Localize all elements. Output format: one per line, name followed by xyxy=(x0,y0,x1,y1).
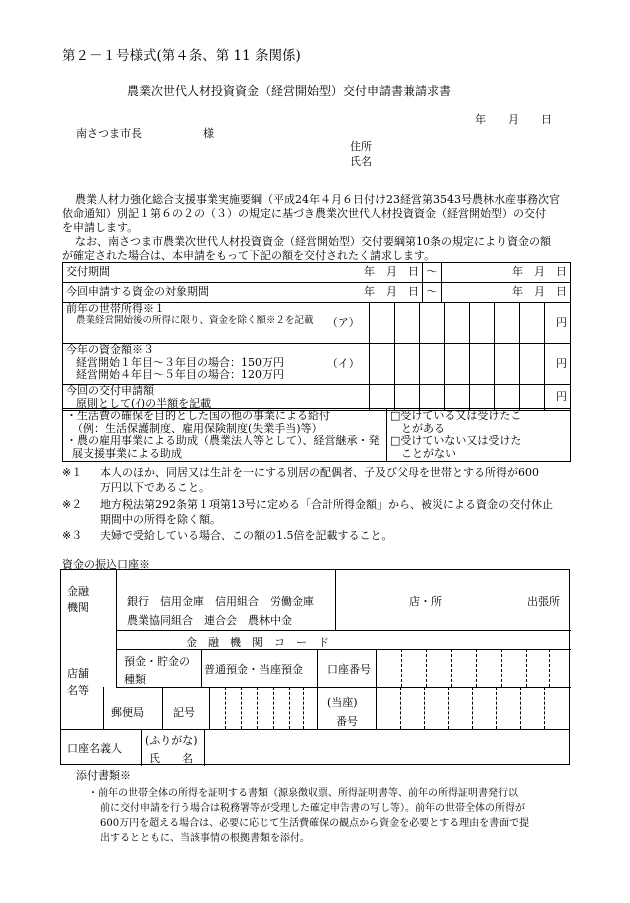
note-1-mark: ※１ xyxy=(62,466,83,479)
amount-label-cell xyxy=(63,344,318,385)
note-3-mark: ※３ xyxy=(62,529,83,542)
period-tilde: ～ xyxy=(423,263,442,283)
intro-p2-line1: なお、南さつま市農業次世代人材投資資金（経営開始型）交付要綱第10条の規定により資金の額 xyxy=(75,235,551,248)
bank-section-title: 資金の振込口座※ xyxy=(62,558,150,571)
institution-types-2[interactable]: 農業協同組合 連合会 農林中金 xyxy=(127,614,292,627)
intro-paragraph-2 xyxy=(62,235,582,263)
amount-table xyxy=(62,302,571,411)
addressee: 南さつま市長 xyxy=(76,127,142,140)
note-2-mark: ※２ xyxy=(62,498,83,511)
request-label-cell xyxy=(63,385,370,411)
institution-types-1[interactable]: 銀行 信用金庫 信用組合 労働金庫 xyxy=(127,595,314,608)
number-label: 番号 xyxy=(336,715,358,728)
intro-paragraph-1 xyxy=(62,193,582,235)
request-digit[interactable] xyxy=(520,385,545,411)
check-not-received[interactable] xyxy=(390,435,567,460)
period-start[interactable]: 年 月 日 xyxy=(325,263,423,283)
request-digit[interactable] xyxy=(395,385,420,411)
request-title: 今回の交付申請額 xyxy=(66,384,154,397)
amount-line-2: 経営開始４年目～５年目の場合：120万円 xyxy=(76,368,284,382)
income-digit[interactable] xyxy=(395,303,420,344)
form-number: 第２－１号様式(第４条、第 11 条関係) xyxy=(62,48,301,64)
intro-p1-line3: を申請します。 xyxy=(62,221,139,234)
deposit-types[interactable]: 普通預金・当座預金 xyxy=(204,663,303,676)
branch-label: 店・所 xyxy=(409,595,442,608)
income-label-cell xyxy=(63,303,318,344)
bank-table xyxy=(60,569,570,765)
amount-digit[interactable] xyxy=(370,344,395,385)
institution-code-label: 金 融 機 関 コ ー ド xyxy=(186,636,329,649)
amount-yen: 円 xyxy=(545,344,571,385)
attachments-line-2: 前に交付申請を行う場合は税務署等が受理した確定申告書の写し等）。前年の世帯全体の所得が xyxy=(100,803,525,814)
furigana-label: (ふりがな) xyxy=(145,734,198,747)
honorific: 様 xyxy=(203,127,214,140)
document-title: 農業次世代人材投資資金（経営開始型）交付申請書兼請求書 xyxy=(127,84,452,98)
income-digit[interactable] xyxy=(495,303,520,344)
income-digit[interactable] xyxy=(445,303,470,344)
kinyu-label: 金融 xyxy=(67,585,89,598)
current-account-label: (当座) xyxy=(327,696,358,709)
name-etc-label: 名等 xyxy=(67,684,89,697)
other-line-2: （例：生活保護制度、雇用保険制度(失業手当)等） xyxy=(72,421,323,435)
amount-title: 今年の資金額※３ xyxy=(66,343,154,356)
deposit-kind-line-2: 種類 xyxy=(124,673,146,686)
address-label: 住所 xyxy=(350,140,372,153)
note-3-line-1: 夫婦で受給している場合、この額の1.5倍を記載すること。 xyxy=(100,529,393,542)
amount-digit[interactable] xyxy=(420,344,445,385)
note-1-line-1: 本人のほか、同居又は生計を一にする別居の配偶者、子及び父母を世帯とする所得が600 xyxy=(100,466,539,479)
income-title: 前年の世帯所得※１ xyxy=(66,302,165,315)
income-digit[interactable] xyxy=(370,303,395,344)
amount-digit[interactable] xyxy=(470,344,495,385)
attachments-title: 添付書類※ xyxy=(76,769,131,782)
income-sub: 農業経営開始後の所得に限り、資金を除く額※２を記載 xyxy=(76,314,314,326)
intro-p1-line1: 農業人材力強化総合支援事業実施要綱（平成24年４月６日付け23経営第3543号農林水産事務次官 xyxy=(75,193,560,206)
intro-p2-line2: が確定された場合は、本申請をもって下記の額を交付されたく請求します。 xyxy=(62,249,436,262)
request-digit[interactable] xyxy=(470,385,495,411)
check-received-line-1: □受けている又は受けたこ xyxy=(390,409,522,422)
post-office-label: 郵便局 xyxy=(111,706,144,719)
holder-label: 口座名義人 xyxy=(67,742,122,755)
attachments-line-1: ・前年の世帯全体の所得を証明する書類（源泉徴収票、所得証明書等、前年の所得証明書発行以 xyxy=(88,788,518,799)
period-end[interactable]: 年 月 日 xyxy=(442,263,571,283)
amount-line-1: 経営開始１年目～３年目の場合：150万円 xyxy=(76,355,284,369)
office-label: 出張所 xyxy=(527,595,560,608)
holder-name-label: 氏 名 xyxy=(149,752,193,765)
other-line-1: ・生活費の確保を目的とした国の他の事業による給付 xyxy=(66,409,330,422)
attachments-line-3: 600万円を超える場合は、必要に応じて生活費確保の観点から資金を必要とする理由を書面で提 xyxy=(100,818,530,829)
other-benefits-checks xyxy=(387,409,571,462)
request-digit[interactable] xyxy=(445,385,470,411)
attachments-line-4: 出するとともに、当該事情の根拠書類を添付。 xyxy=(100,833,310,844)
account-number-label: 口座番号 xyxy=(327,663,371,676)
intro-p1-line2: 依命通知）別記１第６の２の（３）の規定に基づき農業次世代人材投資資金（経営開始型）の交付 xyxy=(62,207,546,220)
request-yen: 円 xyxy=(545,385,571,411)
amount-digit[interactable] xyxy=(445,344,470,385)
deposit-kind-line-1: 預金・貯金の xyxy=(124,655,190,668)
note-2-line-2: 期間中の所得を除く額。 xyxy=(100,513,221,526)
amount-digit[interactable] xyxy=(495,344,520,385)
check-not-received-line-2: ことがない xyxy=(401,446,456,460)
check-not-received-line-1: □受けていない又は受けた xyxy=(390,434,522,448)
other-benefits-text xyxy=(63,409,387,462)
date-line: 年 月 日 xyxy=(475,113,552,126)
store-label: 店舗 xyxy=(67,667,89,680)
target-start[interactable]: 年 月 日 xyxy=(325,283,423,303)
other-line-4: 展支援事業による助成 xyxy=(72,446,182,460)
period-label: 交付期間 xyxy=(63,263,325,283)
target-period-label: 今回申請する資金の対象期間 xyxy=(63,283,325,303)
name-label: 氏名 xyxy=(350,155,372,168)
check-received[interactable] xyxy=(390,410,567,435)
other-line-3: ・農の雇用事業による助成（農業法人等として）、経営継承・発 xyxy=(66,434,380,448)
income-digit[interactable] xyxy=(520,303,545,344)
target-tilde: ～ xyxy=(423,283,442,303)
income-digit[interactable] xyxy=(470,303,495,344)
note-1-line-2: 万円以下であること。 xyxy=(100,481,210,494)
income-digit[interactable] xyxy=(420,303,445,344)
amount-digit[interactable] xyxy=(395,344,420,385)
mark-i: （イ） xyxy=(318,344,370,385)
amount-digit[interactable] xyxy=(520,344,545,385)
kikan-label: 機関 xyxy=(67,601,89,614)
application-table xyxy=(62,262,571,303)
target-end[interactable]: 年 月 日 xyxy=(442,283,571,303)
mark-a: （ア） xyxy=(318,303,370,344)
request-digit[interactable] xyxy=(370,385,395,411)
other-benefits-table xyxy=(62,408,571,462)
income-yen: 円 xyxy=(545,303,571,344)
symbol-label: 記号 xyxy=(173,706,195,719)
request-sub: 原則として(ｲ)の半額を記載 xyxy=(76,396,212,410)
note-2-line-1: 地方税法第292条第１項第13号に定める「合計所得金額」から、被災による資金の交付休止 xyxy=(100,498,553,511)
request-digit[interactable] xyxy=(495,385,520,411)
check-received-line-2: とがある xyxy=(401,421,445,435)
request-digit[interactable] xyxy=(420,385,445,411)
